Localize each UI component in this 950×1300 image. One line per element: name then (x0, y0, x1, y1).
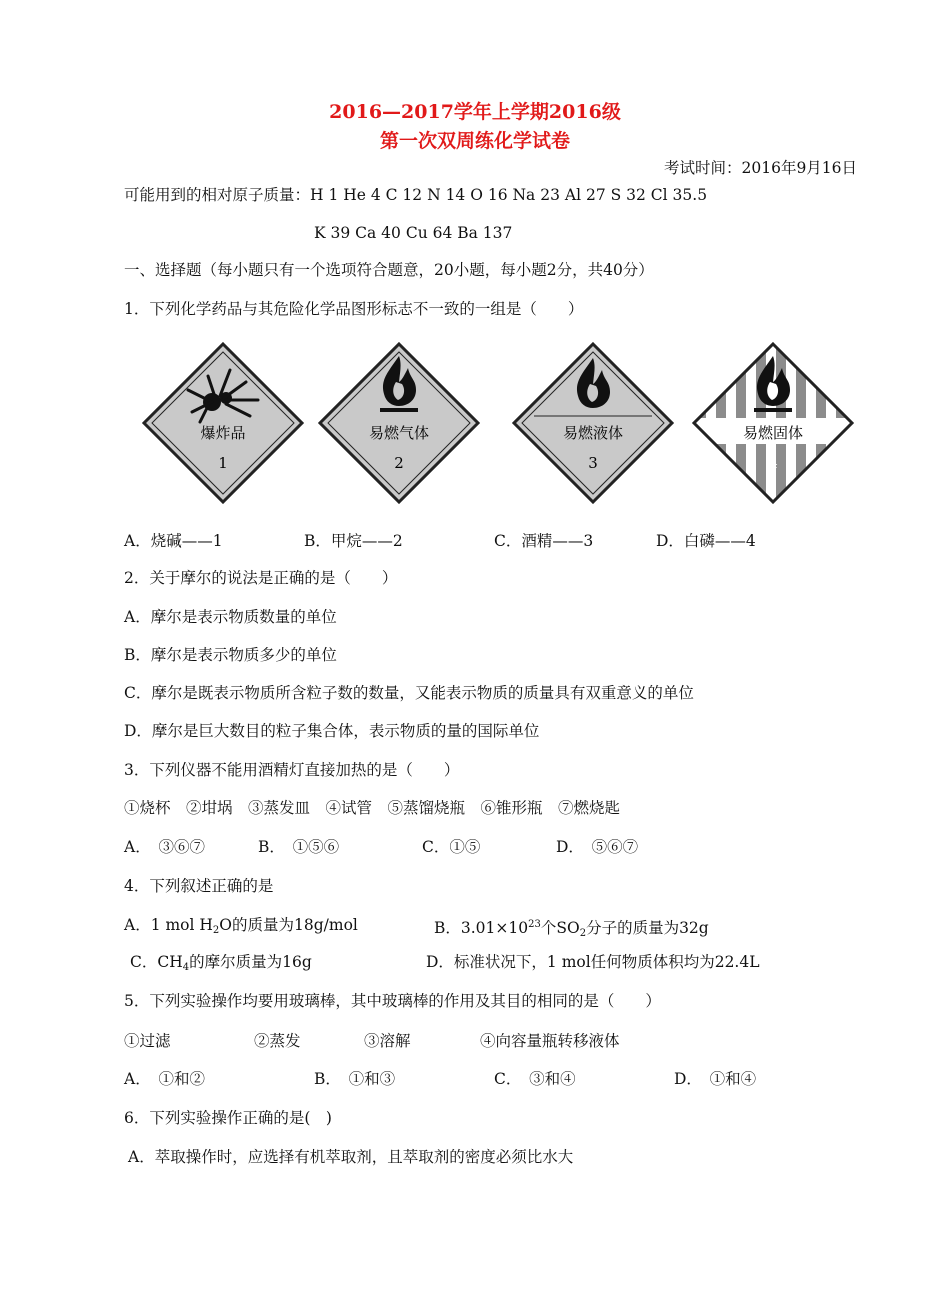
q5-item-3: ③溶解 (364, 1032, 411, 1050)
q4-option-c (130, 951, 312, 979)
sign-number: 3 (588, 454, 598, 472)
q1-option-c: C．酒精——3 (494, 532, 594, 550)
q1-option-b: B．甲烷——2 (304, 532, 403, 550)
q4-c-text: C．CH (130, 953, 183, 971)
exam-title-line1: 2016—2017学年上学期2016级 (329, 101, 621, 123)
q2-option-d: D．摩尔是巨大数目的粒子集合体，表示物质的量的国际单位 (124, 722, 540, 740)
flammable-liquid-sign (512, 342, 674, 504)
q4-a-text-end: O的质量为18g/mol (219, 916, 358, 934)
q4-option-a (124, 914, 358, 942)
explosive-hazard-sign (142, 342, 304, 504)
q1-option-a: A．烧碱——1 (124, 532, 223, 550)
question-3-stem: 3．下列仪器不能用酒精灯直接加热的是（ ） (124, 761, 460, 779)
q3-option-b: B． ①⑤⑥ (258, 838, 340, 856)
q4-c-text-end: 的摩尔质量为16g (189, 953, 312, 971)
q4-c-subscript: 4 (182, 962, 190, 973)
q2-option-a: A．摩尔是表示物质数量的单位 (124, 608, 337, 626)
atomic-masses-line2: K 39 Ca 40 Cu 64 Ba 137 (314, 224, 513, 242)
q3-option-d: D． ⑤⑥⑦ (556, 838, 639, 856)
q5-item-1: ①过滤 (124, 1032, 171, 1050)
q4-a-subscript: 2 (212, 925, 220, 936)
exam-time: 考试时间：2016年9月16日 (664, 159, 858, 177)
question-4-stem: 4．下列叙述正确的是 (124, 877, 274, 895)
atomic-masses-line1: 可能用到的相对原子质量：H 1 He 4 C 12 N 14 O 16 Na 23 Al 27 S 32 Cl 35.5 (124, 186, 708, 204)
q3-option-a: A． ③⑥⑦ (124, 838, 205, 856)
q4-b-superscript: 23 (528, 919, 541, 930)
flammable-solid-sign (692, 342, 854, 504)
section-heading: 一、选择题（每小题只有一个选项符合题意，20小题，每小题2分，共40分） (124, 261, 654, 279)
q1-option-d: D．白磷——4 (656, 532, 756, 550)
sign-number: 4 (768, 454, 778, 472)
question-2-stem: 2．关于摩尔的说法是正确的是（ ） (124, 569, 398, 587)
q4-b-text-mid: 个SO (540, 919, 580, 937)
q5-option-d: D． ①和④ (674, 1070, 757, 1088)
q5-item-2: ②蒸发 (254, 1032, 301, 1050)
sign-label: 爆炸品 (200, 424, 246, 442)
q4-b-text: B．3.01×10 (434, 919, 529, 937)
sign-label: 易燃液体 (562, 424, 623, 442)
sign-number: 2 (394, 454, 404, 472)
q5-item-4: ④向容量瓶转移液体 (480, 1032, 620, 1050)
sign-label: 易燃固体 (742, 424, 803, 442)
q4-option-b (434, 914, 709, 945)
question-6-stem: 6．下列实验操作正确的是( ) (124, 1109, 332, 1127)
q4-b-subscript: 2 (579, 928, 587, 939)
q4-b-text-end: 分子的质量为32g (586, 919, 709, 937)
question-1-stem: 1．下列化学药品与其危险化学品图形标志不一致的一组是（ ） (124, 300, 584, 318)
q4-a-text: A．1 mol H (124, 916, 213, 934)
q2-option-b: B．摩尔是表示物质多少的单位 (124, 646, 337, 664)
q5-option-c: C． ③和④ (494, 1070, 576, 1088)
question-5-stem: 5．下列实验操作均要用玻璃棒，其中玻璃棒的作用及其目的相同的是（ ） (124, 992, 661, 1010)
q4-option-d: D．标准状况下，1 mol任何物质体积均为22.4L (426, 953, 760, 971)
q6-option-a: A．萃取操作时，应选择有机萃取剂，且萃取剂的密度必须比水大 (128, 1148, 574, 1166)
sign-number: 1 (218, 454, 228, 472)
q3-items: ①烧杯 ②坩埚 ③蒸发皿 ④试管 ⑤蒸馏烧瓶 ⑥锥形瓶 ⑦燃烧匙 (124, 799, 621, 817)
sign-label: 易燃气体 (368, 424, 429, 442)
q2-option-c: C．摩尔是既表示物质所含粒子数的数量，又能表示物质的质量具有双重意义的单位 (124, 684, 694, 702)
q3-option-c: C．①⑤ (422, 838, 481, 856)
q5-option-b: B． ①和③ (314, 1070, 396, 1088)
flammable-gas-sign (318, 342, 480, 504)
exam-title-line2: 第一次双周练化学试卷 (379, 130, 570, 152)
q5-option-a: A． ①和② (124, 1070, 205, 1088)
